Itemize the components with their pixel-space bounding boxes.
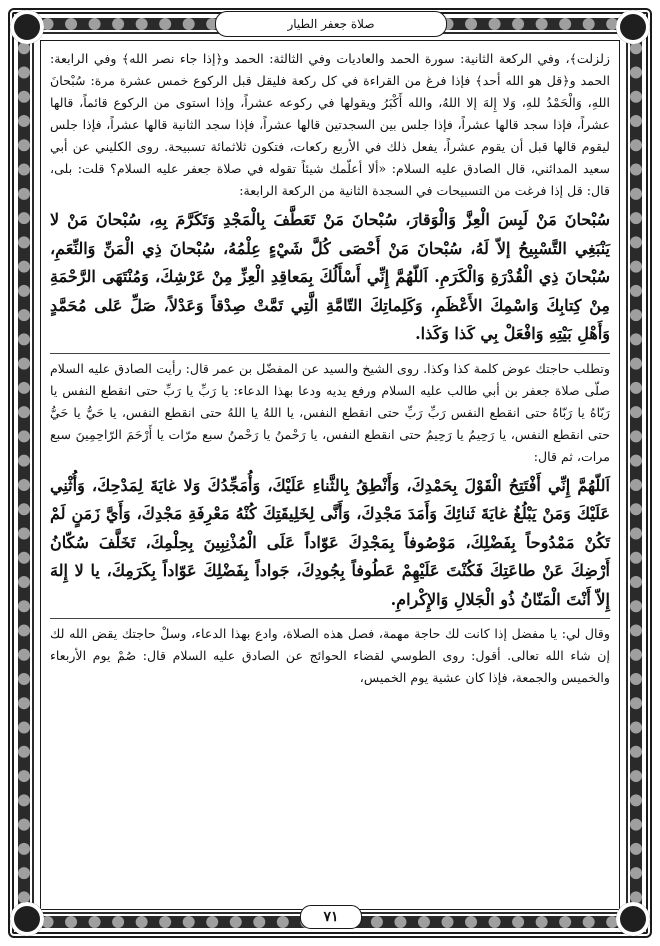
corner-ornament: [10, 10, 44, 44]
page-content: [50, 48, 610, 689]
header-title: صلاة جعفر الطيار: [287, 17, 375, 31]
corner-ornament: [616, 10, 650, 44]
paragraph: وتطلب حاجتك عوض كلمة كذا وكذا. روى الشيخ والسيد عن المفضّل بن عمر قال: رأيت الصادق عليه السلام صلّى صلاة جعفر بن أبي طالب عليه السلام ورفع يديه ودعا بهذا الدعاء: يا رَبِّ يا رَبِّ حتى انقطع النفس يا رَبّاهُ يا رَبّاهُ حتى انقطع النفس رَبِّ رَبِّ حتى انقطع النفس، يا اللهُ يا اللهُ حتى انقطع النفس، يا حَيُّ يا حَيُّ حتى انقطع النفس، يا رَحِيمُ يا رَحِيمُ حتى انقطع النفس، يا رَحْمنُ يا رَحْمنُ سبع مرّات يا أَرْحَمَ الرّاحِمِينَ سبع مرات، ثم قال:: [50, 360, 610, 464]
corner-ornament: [10, 902, 44, 936]
divider: [50, 353, 610, 354]
supplication-text: سُبْحانَ مَنْ لَبِسَ الْعِزَّ وَالْوَقارَ، سُبْحانَ مَنْ تَعَطَّفَ بِالْمَجْدِ وَتَكَرَّمَ بِهِ، سُبْحانَ مَنْ لا يَنْبَغِي التَّسْبِيحُ إلاّ لَهُ، سُبْحانَ مَنْ أَحْصَى كُلَّ شَيْءٍ عِلْمُهُ، سُبْحانَ ذِي الْمَنِّ وَالنِّعَمِ، سُبْحانَ ذِي الْقُدْرَةِ وَالْكَرَمِ. اَللّهُمَّ إِنِّي أَسْأَلُكَ بِمَعاقِدِ الْعِزِّ مِنْ عَرْشِكَ، وَمُنْتَهَى الرَّحْمَةِ مِنْ كِتابِكَ وَاسْمِكَ الأَعْظَمِ، وَكَلِماتِكَ التّامَّةِ الَّتِي تَمَّتْ صِدْقاً وَعَدْلاً، صَلِّ عَلى مُحَمَّدٍ وَأَهْلِ بَيْتِهِ وَافْعَلْ بِي كَذا وَكَذا.: [50, 210, 610, 343]
paragraph: وقال لي: يا مفضل إذا كانت لك حاجة مهمة، فصل هذه الصلاة، وادع بهذا الدعاء، وسلْ حاجتك يقض الله لك إن شاء الله تعالى. أقول: روى الطوسي لقضاء الحوائج عن الصادق عليه السلام قال: صُمْ يوم الأربعاء والخميس والجمعة، فإذا كان عشية يوم الخميس،: [50, 626, 610, 685]
supplication-text: اَللّهُمَّ إِنِّي أَفْتَتِحُ الْقَوْلَ بِحَمْدِكَ، وَأَنْطِقُ بِالثَّناءِ عَلَيْكَ، وَأُمَجِّدُكَ وَلا غايَةَ لِمَدْحِكَ، وَأُثْنِي عَلَيْكَ وَمَنْ يَبْلُغُ غايَةَ ثَنائِكَ وَأَمَدَ مَجْدِكَ، وَأَنَّى لِخَلِيقَتِكَ كُنْهُ مَعْرِفَةِ مَجْدِكَ، وَأَيَّ زَمَنٍ لَمْ تَكُنْ مَمْدُوحاً بِفَضْلِكَ، مَوْصُوفاً بِمَجْدِكَ عَوّاداً عَلَى الْمُذْنِبِينَ بِحِلْمِكَ، تَخَلَّفَ سُكّانُ أَرْضِكَ عَنْ طاعَتِكَ فَكُنْتَ عَلَيْهِمْ عَطُوفاً بِجُودِكَ، جَواداً بِفَضْلِكَ عَوّاداً بِكَرَمِكَ، يا لا إِلهَ إِلاّ أَنْتَ الْمَنّانُ ذُو الْجَلالِ وَالإِكْرامِ.: [50, 475, 610, 609]
corner-ornament: [616, 902, 650, 936]
divider: [50, 618, 610, 619]
paragraph: زلزلت﴾، وفي الركعة الثانية: سورة الحمد والعاديات وفي الثالثة: الحمد و﴿إذا جاء نصر الله﴾ وفي الرابعة: الحمد و﴿قل هو الله أحد﴾ فإذا فرغ من القراءة في كل ركعة فليقل قبل الركوع خمس عشرة مرة: سُبْحانَ اللهِ، وَالْحَمْدُ للهِ، وَلا إِلهَ إلا اللهُ، والله أَكْبَرُ ويقولها في ركوعه عشراً، وإذا استوى من الركوع قائماً، قالها عشراً، فإذا سجد قالها عشراً، فإذا جلس بين السجدتين قالها عشراً، فإذا سجد الثانية قالها عشراً، فإذا جلس ليقوم قالها قبل أن يقوم عشراً، يفعل ذلك في الأربع ركعات، فتكون ثلاثمائة تسبيحة. روى الكليني عن أبي سعيد المدائني، قال الصادق عليه السلام: «ألا أعلّمك شيئاً تقوله في صلاة جعفر عليه السلام؟ قلت: بلى، قال: قل إذا فرغت من التسبيحات في السجدة الثانية من الركعة الرابعة:: [50, 51, 610, 198]
running-header: [215, 11, 447, 37]
page-number: ٧١: [323, 909, 339, 925]
page-number-badge: [300, 905, 362, 929]
